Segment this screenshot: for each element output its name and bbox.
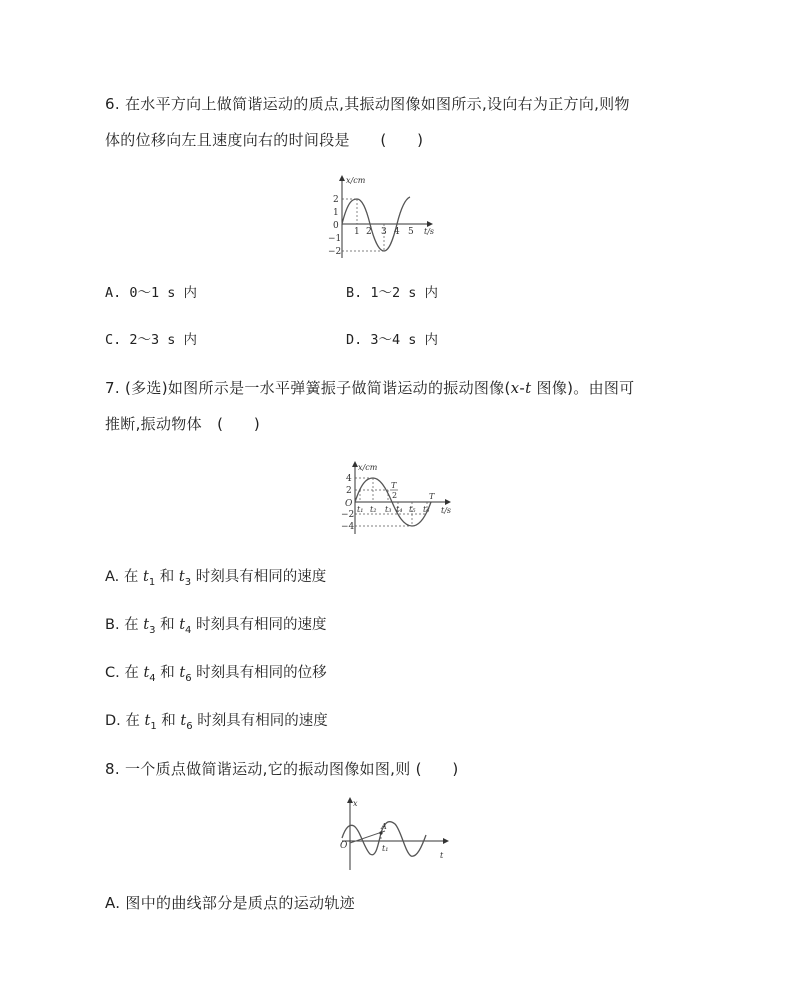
q6-option-d[interactable]: D. 3～4 s 内	[346, 332, 439, 348]
q7-line1-b: 图像)。由图可	[531, 379, 635, 397]
q6-option-c[interactable]: C. 2～3 s 内	[105, 332, 198, 348]
q7-b-t3-sub: 3	[149, 624, 156, 636]
q7-y-tick-neg4: −4	[341, 522, 355, 532]
q7-b-t4-sub: 4	[185, 624, 192, 636]
q7-d-t6: t	[180, 713, 187, 729]
question-8-line-1: 8. 一个质点做简谐运动,它的振动图像如图,则 ( )	[105, 760, 459, 778]
q7-d-t1-sub: 1	[150, 720, 157, 732]
q7-sine-curve	[355, 478, 431, 526]
q6-y-tick-neg1: −1	[328, 234, 342, 244]
q7-t2: t₂	[370, 505, 377, 514]
q7-a-mid: 和	[155, 569, 179, 585]
question-7-line-2: 推断,振动物体 ( )	[105, 415, 261, 433]
q7-var-x: x	[510, 379, 520, 397]
q7-t1: t₁	[357, 505, 364, 514]
question-6-line-1: 6. 在水平方向上做简谐运动的质点,其振动图像如图所示,设向右为正方向,则物	[105, 95, 630, 113]
q7-c-t6-sub: 6	[185, 672, 192, 684]
q6-y-tick-1: 1	[333, 208, 339, 218]
q7-d-t6-sub: 6	[186, 720, 193, 732]
q7-b-prefix: B. 在	[105, 617, 144, 633]
q8-point-a	[379, 831, 382, 834]
question-7-line-1	[105, 378, 634, 398]
q7-b-t3: t	[143, 617, 150, 633]
q7-origin: O	[345, 499, 353, 509]
q7-a-prefix: A. 在	[105, 569, 143, 585]
q7-period-label: T	[429, 492, 435, 501]
q7-y-axis-label: x/cm	[358, 463, 378, 472]
q7-t3: t₃	[385, 505, 392, 514]
q7-b-mid: 和	[155, 617, 180, 633]
q7-t4: t₄	[396, 505, 403, 514]
q6-sine-curve	[342, 197, 410, 251]
q7-dash: -	[519, 379, 526, 397]
q8-option-a[interactable]: A. 图中的曲线部分是质点的运动轨迹	[105, 894, 355, 912]
q7-c-t4-sub: 4	[149, 672, 156, 684]
q6-x-tick-3: 3	[381, 227, 387, 237]
q7-a-t1: t	[143, 569, 149, 585]
q8-origin: O	[340, 841, 348, 851]
q6-x-axis-label: t/s	[424, 227, 435, 236]
q7-half-period-numerator: T	[391, 481, 397, 490]
q7-y-tick-neg2: −2	[341, 510, 355, 520]
q6-option-a[interactable]: A. 0～1 s 内	[105, 285, 198, 301]
q7-option-b[interactable]	[105, 615, 327, 641]
q8-x-axis-label: t	[440, 851, 444, 860]
q7-c-prefix: C. 在	[105, 665, 144, 681]
q6-x-tick-5: 5	[408, 227, 414, 237]
q7-line1-a: 7. (多选)如图所示是一水平弹簧振子做简谐运动的振动图像(	[105, 379, 511, 397]
q6-y-tick-0: 0	[333, 221, 339, 231]
q7-b-t4: t	[179, 617, 186, 633]
q8-point-a-label: A	[381, 822, 387, 831]
q8-sine-curve	[342, 822, 426, 857]
q7-t5: t₅	[409, 505, 416, 514]
q7-y-tick-2: 2	[346, 486, 352, 496]
q7-c-t4: t	[143, 665, 150, 681]
q7-half-period-denominator: 2	[392, 491, 398, 500]
q7-d-suffix: 时刻具有相同的速度	[192, 713, 328, 729]
q6-x-tick-2: 2	[366, 227, 372, 237]
q7-a-t1-sub: 1	[148, 576, 156, 588]
q7-option-a[interactable]	[105, 567, 326, 593]
q7-d-t1: t	[144, 713, 151, 729]
q6-y-tick-neg2: −2	[328, 247, 342, 257]
q7-x-axis-label: t/s	[441, 506, 452, 515]
q7-c-suffix: 时刻具有相同的位移	[191, 665, 327, 681]
q7-a-suffix: 时刻具有相同的速度	[191, 569, 327, 585]
q7-c-mid: 和	[155, 665, 180, 681]
q7-a-t3-sub: 3	[184, 576, 192, 588]
q8-y-axis-label: x	[353, 799, 358, 808]
q7-d-mid: 和	[156, 713, 181, 729]
q6-x-tick-1: 1	[354, 227, 360, 237]
q8-tangent-line	[350, 831, 385, 843]
q7-a-t3: t	[178, 569, 185, 585]
q6-option-b[interactable]: B. 1～2 s 内	[346, 285, 439, 301]
q7-option-c[interactable]	[105, 663, 327, 689]
q6-x-tick-4: 4	[394, 227, 400, 237]
q7-var-t: t	[525, 379, 532, 397]
q7-c-t6: t	[179, 665, 186, 681]
q7-t6: t₆	[423, 505, 430, 514]
q6-y-axis-label: x/cm	[346, 176, 366, 185]
q7-y-tick-4: 4	[346, 474, 352, 484]
q7-b-suffix: 时刻具有相同的速度	[191, 617, 327, 633]
question-6-line-2: 体的位移向左且速度向右的时间段是 ( )	[105, 131, 424, 149]
q7-d-prefix: D. 在	[105, 713, 145, 729]
q8-t1: t₁	[382, 844, 389, 853]
q7-option-d[interactable]	[105, 711, 328, 737]
q6-y-tick-2: 2	[333, 195, 339, 205]
